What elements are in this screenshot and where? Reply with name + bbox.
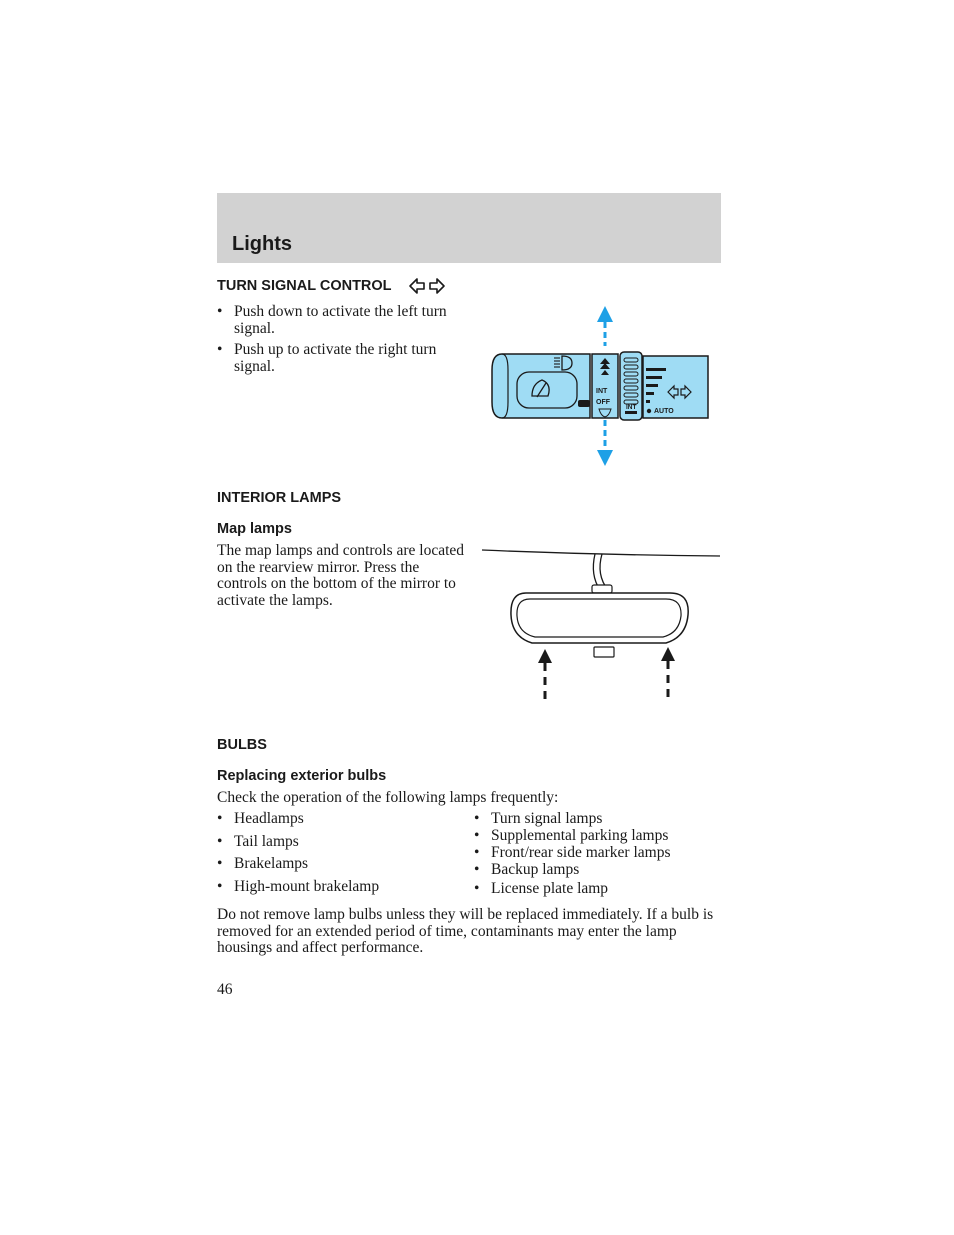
bullet-dot: •	[474, 844, 480, 861]
rearview-mirror-illustration	[480, 545, 722, 707]
bullet-dot: •	[217, 878, 223, 895]
push-down-arrow	[597, 420, 613, 466]
bullet-text: License plate lamp	[491, 880, 609, 897]
bullet-text: Headlamps	[234, 810, 304, 827]
stalk-label-int: INT	[596, 388, 608, 395]
stalk-label-auto: AUTO	[654, 408, 674, 415]
bullet-text: Push down to activate the left turn signal.	[234, 303, 447, 337]
turn-signal-arrows-icon	[409, 278, 445, 294]
map-lamp-arrow-left	[538, 649, 552, 705]
bullet-dot: •	[474, 810, 480, 827]
bullet-text: Supplemental parking lamps	[491, 827, 669, 844]
list-item	[217, 304, 467, 337]
map-lamps-subheading: Map lamps	[217, 521, 292, 537]
map-lamp-control	[594, 647, 614, 657]
bullet-dot: •	[217, 303, 223, 320]
bullet-text: Push up to activate the right turn signal.	[234, 341, 437, 375]
bulbs-intro: Check the operation of the following lamps frequently:	[217, 789, 559, 806]
bullet-dot: •	[474, 861, 480, 878]
bullet-dot: •	[217, 855, 223, 872]
stalk-label-off: OFF	[596, 399, 610, 406]
bullet-text: High-mount brakelamp	[234, 878, 380, 895]
bullet-text: Backup lamps	[491, 861, 580, 878]
bullet-text: Front/rear side marker lamps	[491, 844, 671, 861]
bullet-dot: •	[474, 827, 480, 844]
page-title: Lights	[232, 233, 292, 255]
page-number: 46	[217, 981, 233, 998]
replacing-bulbs-subheading: Replacing exterior bulbs	[217, 768, 387, 784]
turn-signal-heading-text: TURN SIGNAL CONTROL	[217, 278, 392, 294]
list-item	[217, 342, 467, 375]
bullet-dot: •	[217, 810, 223, 827]
section-header-band	[217, 193, 721, 263]
multifunction-stalk-illustration	[480, 300, 720, 470]
bulbs-note: Do not remove lamp bulbs unless they will be replaced immediately. If a bulb is removed for an extended period of time, contaminants may enter the lamp housings and affect performance.	[217, 906, 714, 956]
bullet-text: Tail lamps	[234, 833, 299, 850]
bulbs-heading: BULBS	[217, 737, 267, 753]
bullet-text: Brakelamps	[234, 855, 309, 872]
stalk-label-int-2: INT	[626, 404, 637, 411]
bullet-dot: •	[217, 341, 223, 358]
push-up-arrow	[597, 306, 613, 346]
interior-lamps-heading: INTERIOR LAMPS	[217, 490, 342, 506]
bullet-dot: •	[217, 833, 223, 850]
map-lamps-text: The map lamps and controls are located on the rearview mirror. Press the controls on the bottom of the mirror to activate the lamps.	[217, 542, 465, 609]
turn-signal-heading	[217, 278, 392, 294]
map-lamp-arrow-right	[661, 647, 675, 703]
bullet-text: Turn signal lamps	[491, 810, 603, 827]
bullet-dot: •	[474, 880, 480, 897]
